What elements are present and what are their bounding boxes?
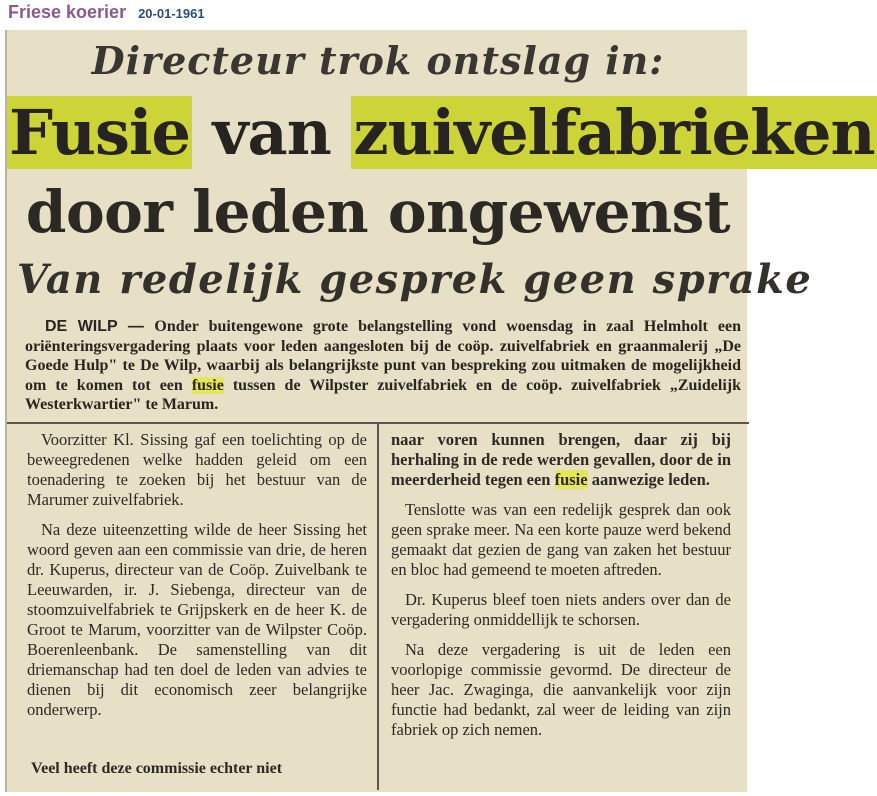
newspaper-clipping [5,30,875,792]
masthead [8,2,205,28]
highlighted-word-fusie: Fusie [9,96,190,169]
kicker-headline: Directeur trok ontslag in: [91,38,665,83]
highlighted-word-fusie-body: fusie [554,470,588,489]
dateline: DE WILP — [45,318,155,335]
lead-paragraph [25,317,741,415]
highlighted-word-fusie-lead: fusie [191,376,224,394]
right-paragraph-2: Dr. Kuperus bleef toen niets anders over dan de vergadering onmiddellijk te schorsen. [391,590,731,629]
highlighted-word-zuivelfabrieken: zuivelfabrieken [353,96,875,169]
lead-text-end: tussen de Wilpster zuivelfabriek en de coöp. zuivelfabriek „Zuidelijk Westerkwartier" te Marum. [25,376,741,413]
main-headline-line-1 [7,96,875,169]
main-headline-line-2: door leden ongewenst [25,178,731,246]
sub-headline: Van redelijk gesprek geen sprake [17,256,813,303]
right-paragraph-3: Na deze vergadering is uit de leden een voorlopige commissie gevormd. De directeur de heer Jac. Zwaginga, die aanvankelijk voor zijn functie had bedankt, zal weer de leiding van zijn fabriek op zich nemen. [391,640,731,739]
right-paragraph-continued [391,430,731,490]
publication-date: 20-01-1961 [138,6,205,21]
left-paragraph-1: Voorzitter Kl. Sissing gaf een toelichting op de beweegredenen welke hadden geleid om een toenadering te zoeken bij het bestuur van de Marumer zuivelfabriek. [27,430,367,509]
right-paragraph-1: Tenslotte was van een redelijk gesprek dan ook geen sprake meer. Na een korte pauze werd bekend gemaakt dat gezien de gang van zaken het bestuur en bloc had gemeend te moeten aftreden. [391,500,731,579]
left-column [27,430,367,730]
right-column [391,430,731,750]
newspaper-name: Friese koerier [8,2,127,22]
right-cont-start: naar voren kunnen brengen, daar zij bij herhaling in de rede werden gevallen, door de in meerderheid tegen een [391,430,731,489]
right-cont-end: aanwezige leden. [587,470,710,489]
column-divider [377,424,379,790]
headline-connector: van [191,96,352,169]
lead-text-start: Onder buitengewone grote belangstelling vond woensdag in zaal Helmholt een oriënteringsvergadering plaats voor leden aangesloten bij de coöp. zuivelfabriek en graanmalerij „De Goede Hulp" te De Wilp, waarbij als belangrijkste punt van bespreking zou uitmaken de mogelijkheid om te komen tot een [25,318,741,394]
left-column-footer: Veel heeft deze commissie echter niet [31,760,283,777]
left-paragraph-2: Na deze uiteenzetting wilde de heer Sissing het woord geven aan een commissie van drie, de heren dr. Kuperus, directeur van de Coöp. Zuivelbank te Leeuwarden, ir. J. Siebenga, directeur van de stoomzuivelfabriek te Grijpskerk en de heer K. de Groot te Marum, voorzitter van de Wilpster Coöp. Boerenleenbank. De samenstelling van dit driemanschap had ten doel de leden van advies te dienen bij dit economisch zeer belangrijke onderwerp. [27,520,367,719]
